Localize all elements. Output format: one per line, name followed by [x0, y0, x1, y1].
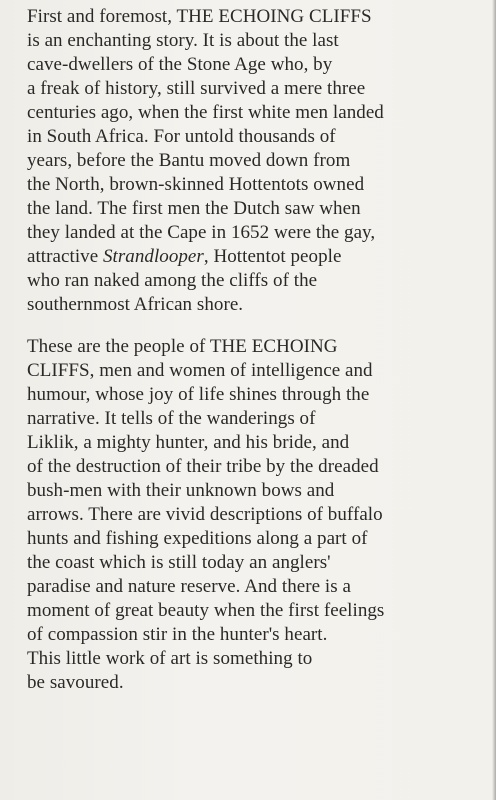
text-line: years, before the Bantu moved down from	[27, 150, 351, 171]
italic-term: Strandlooper	[102, 246, 204, 267]
page-edge-shadow	[492, 0, 496, 800]
text-line: CLIFFS, men and women of intelligence and	[27, 360, 373, 381]
text-line: the North, brown-skinned Hottentots owned	[27, 174, 365, 195]
text-line: cave-dwellers of the Stone Age who, by	[27, 54, 333, 75]
text-line	[27, 246, 341, 268]
text-line: paradise and nature reserve. And there is a	[27, 576, 351, 597]
text-line: of the destruction of their tribe by the dreaded	[27, 456, 379, 477]
text-line: hunts and fishing expeditions along a part of	[27, 528, 368, 549]
text-line: These are the people of THE ECHOING	[27, 336, 338, 357]
text-line: This little work of art is something to	[27, 648, 313, 669]
text-run: , Hottentot people	[203, 246, 342, 267]
text-line: in South Africa. For untold thousands of	[27, 126, 336, 147]
text-line: they landed at the Cape in 1652 were the gay,	[27, 222, 376, 243]
text-line: the land. The first men the Dutch saw when	[27, 198, 361, 219]
text-line: arrows. There are vivid descriptions of buffalo	[27, 504, 383, 525]
text-line: bush-men with their unknown bows and	[27, 480, 335, 501]
text-line: is an enchanting story. It is about the last	[27, 30, 339, 51]
text-line: humour, whose joy of life shines through the	[27, 384, 370, 405]
text-line: Liklik, a mighty hunter, and his bride, and	[27, 432, 350, 453]
text-line: who ran naked among the cliffs of the	[27, 270, 318, 291]
text-line: centuries ago, when the first white men landed	[27, 102, 384, 123]
text-line: be savoured.	[27, 672, 124, 693]
text-line: the coast which is still today an anglers'	[27, 552, 331, 573]
text-line: moment of great beauty when the first feelings	[27, 600, 385, 621]
text-line: a freak of history, still survived a mere three	[27, 78, 366, 99]
text-line: First and foremost, THE ECHOING CLIFFS	[27, 6, 372, 27]
text-line: narrative. It tells of the wanderings of	[27, 408, 316, 429]
text-line: of compassion stir in the hunter's heart.	[27, 624, 328, 645]
text-line: southernmost African shore.	[27, 294, 244, 315]
text-run: attractive	[27, 246, 103, 267]
